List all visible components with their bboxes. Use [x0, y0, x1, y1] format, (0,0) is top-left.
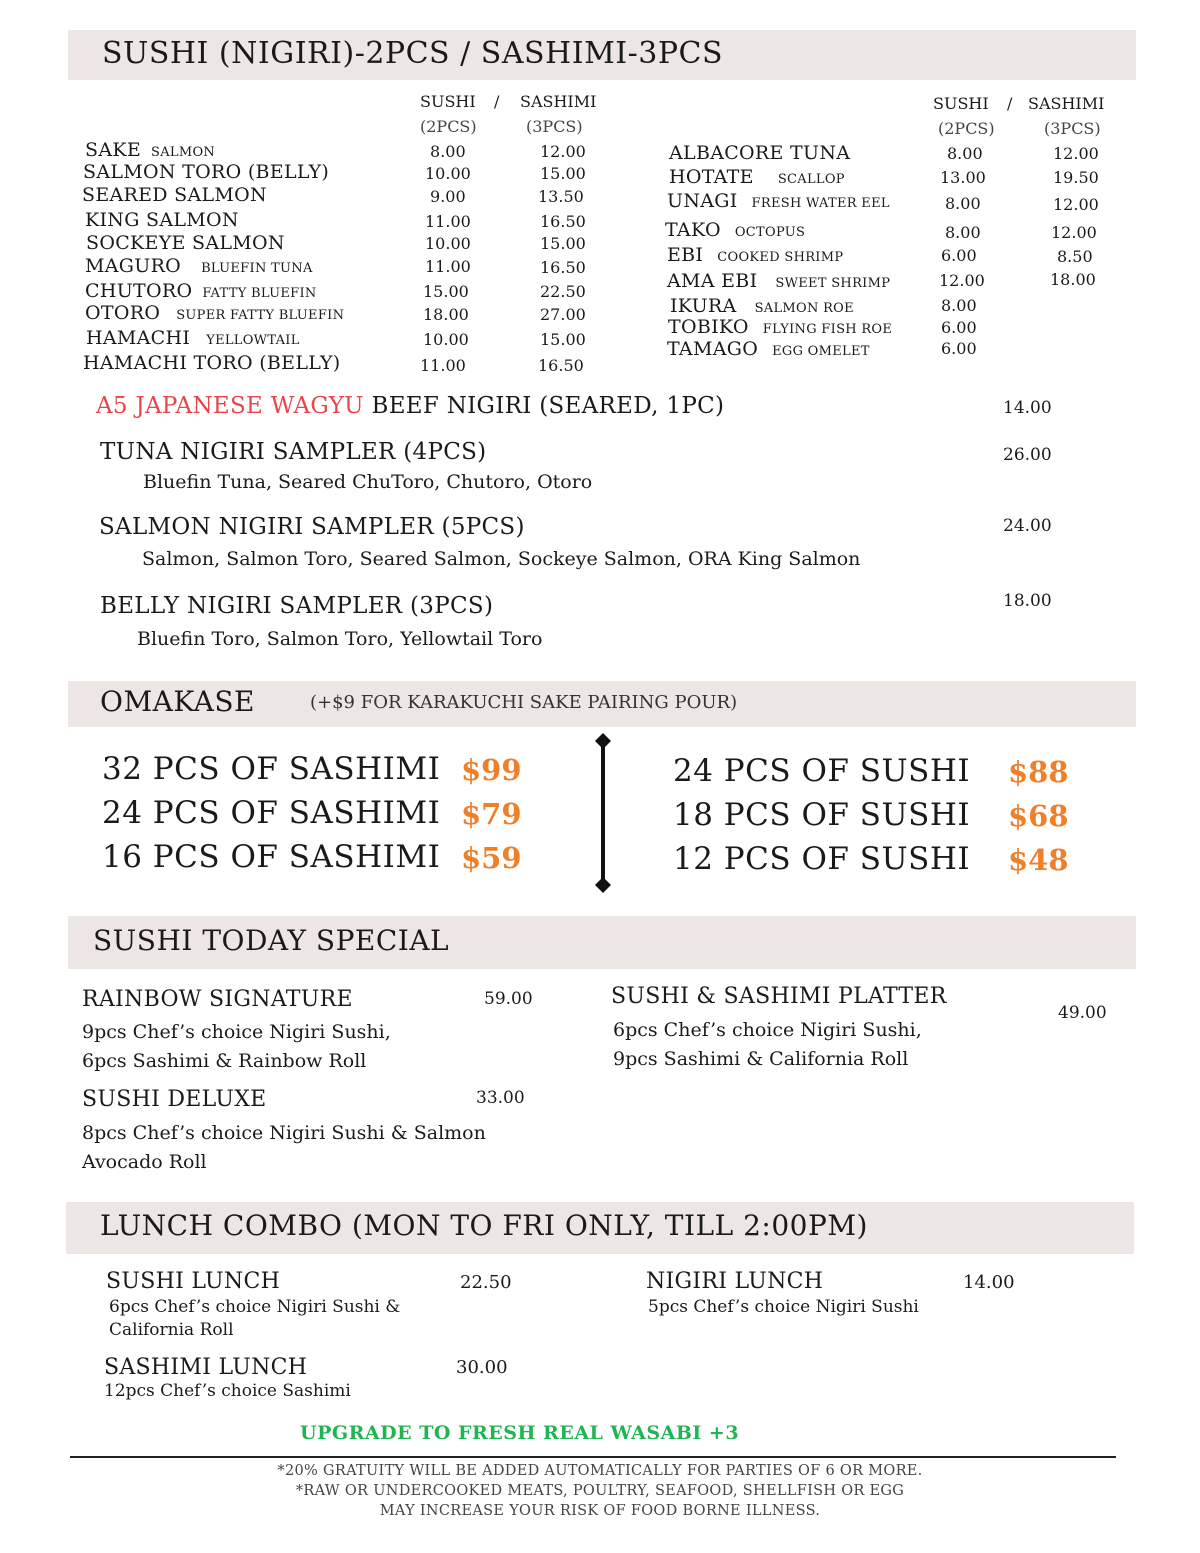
item-subtitle: SUPER FATTY BLUEFIN — [176, 308, 345, 323]
item-subtitle: SCALLOP — [777, 172, 845, 187]
item-name: OTORO — [85, 302, 161, 324]
item-sushi-price: 10.00 — [425, 164, 471, 183]
wagyu-item — [96, 393, 724, 419]
special-item-price: 49.00 — [1058, 1003, 1107, 1023]
menu-item — [85, 255, 313, 277]
item-sushi-price: 8.00 — [941, 296, 977, 315]
item-subtitle: SALMON ROE — [754, 301, 854, 316]
left-col-slash: / — [494, 92, 500, 111]
item-name: TAKO — [665, 219, 721, 241]
item-sushi-price: 13.00 — [940, 168, 986, 187]
item-name: EBI — [667, 244, 704, 266]
item-name: HAMACHI TORO (BELLY) — [83, 352, 341, 374]
omakase-sushi-price: $68 — [1008, 799, 1069, 833]
lunch-item-name: SASHIMI LUNCH — [104, 1355, 308, 1380]
sampler-name: TUNA NIGIRI SAMPLER (4PCS) — [100, 439, 487, 465]
menu-item — [667, 338, 870, 360]
omakase-sushi-option: 18 PCS OF SUSHI — [673, 797, 971, 833]
special-header-bar — [68, 916, 1136, 969]
right-col-sushi-sub: (2PCS) — [938, 119, 995, 138]
omakase-sashimi-price: $99 — [461, 753, 522, 787]
item-sashimi-price: 19.50 — [1053, 168, 1099, 187]
item-sashimi-price: 13.50 — [538, 187, 584, 206]
special-item-price: 59.00 — [484, 989, 533, 1009]
item-sushi-price: 18.00 — [423, 305, 469, 324]
item-name: AMA EBI — [667, 270, 758, 292]
item-subtitle: SALMON — [151, 145, 216, 160]
sampler-description: Bluefin Tuna, Seared ChuToro, Chutoro, Otoro — [143, 471, 593, 493]
menu-item — [83, 352, 341, 374]
wasabi-upgrade-note: UPGRADE TO FRESH REAL WASABI +3 — [300, 1422, 740, 1444]
item-sashimi-price: 22.50 — [540, 282, 586, 301]
sampler-name: BELLY NIGIRI SAMPLER (3PCS) — [100, 593, 494, 619]
lunch-item-name: SUSHI LUNCH — [106, 1269, 281, 1294]
item-name: SEARED SALMON — [82, 184, 267, 206]
item-sashimi-price: 12.00 — [540, 142, 586, 161]
omakase-sashimi-price: $59 — [461, 841, 522, 875]
item-sushi-price: 10.00 — [425, 234, 471, 253]
item-sashimi-price: 18.00 — [1050, 270, 1096, 289]
menu-item — [667, 244, 843, 266]
lunch-item-description: 12pcs Chef’s choice Sashimi — [104, 1381, 351, 1401]
item-subtitle: SWEET SHRIMP — [775, 276, 891, 291]
special-item-price: 33.00 — [476, 1088, 525, 1108]
special-item-name: SUSHI DELUXE — [82, 1087, 267, 1112]
item-subtitle: EGG OMELET — [772, 344, 870, 359]
item-name: KING SALMON — [85, 209, 239, 231]
item-sushi-price: 12.00 — [939, 271, 985, 290]
menu-item — [669, 166, 845, 188]
omakase-sashimi-price: $79 — [461, 797, 522, 831]
item-sushi-price: 9.00 — [430, 187, 466, 206]
footer-raw-warning-cont: MAY INCREASE YOUR RISK OF FOOD BORNE ILLNESS. — [379, 1503, 821, 1519]
right-col-sashimi-header: SASHIMI — [1028, 94, 1105, 113]
omakase-sashimi-option: 24 PCS OF SASHIMI — [102, 795, 441, 831]
omakase-sushi-price: $88 — [1008, 755, 1069, 789]
item-sashimi-price: 15.00 — [540, 330, 586, 349]
left-col-sashimi-header: SASHIMI — [520, 92, 597, 111]
item-sushi-price: 11.00 — [425, 212, 471, 231]
menu-item — [86, 327, 300, 349]
lunch-item-description: 5pcs Chef’s choice Nigiri Sushi — [648, 1297, 919, 1317]
omakase-sushi-option: 12 PCS OF SUSHI — [673, 841, 971, 877]
left-col-sashimi-sub: (3PCS) — [526, 117, 583, 136]
menu-item — [665, 219, 805, 241]
item-name: SALMON TORO (BELLY) — [83, 161, 330, 183]
item-sashimi-price: 16.50 — [538, 356, 584, 375]
item-sushi-price: 15.00 — [423, 282, 469, 301]
menu-item — [669, 142, 850, 164]
left-col-sushi-sub: (2PCS) — [420, 117, 477, 136]
menu-item — [85, 139, 215, 161]
lunch-item-price: 14.00 — [963, 1272, 1015, 1293]
omakase-sashimi-option: 16 PCS OF SASHIMI — [102, 839, 441, 875]
footer-gratuity-note: *20% GRATUITY WILL BE ADDED AUTOMATICALLY FOR PARTIES OF 6 OR MORE. — [277, 1463, 923, 1479]
item-sashimi-price: 12.00 — [1053, 195, 1099, 214]
item-subtitle: YELLOWTAIL — [206, 333, 300, 348]
item-sushi-price: 6.00 — [941, 318, 977, 337]
special-item-name: SUSHI & SASHIMI PLATTER — [611, 984, 947, 1009]
wagyu-highlight: A5 JAPANESE WAGYU — [96, 393, 364, 419]
lunch-title: LUNCH COMBO (MON TO FRI ONLY, TILL 2:00PM) — [100, 1209, 868, 1242]
item-sashimi-price: 12.00 — [1051, 223, 1097, 242]
item-sushi-price: 10.00 — [423, 330, 469, 349]
item-sashimi-price: 12.00 — [1053, 144, 1099, 163]
sampler-price: 24.00 — [1003, 516, 1052, 536]
right-col-slash: / — [1007, 94, 1013, 113]
item-sushi-price: 11.00 — [425, 257, 471, 276]
wagyu-name: BEEF NIGIRI (SEARED, 1PC) — [363, 393, 725, 419]
item-sashimi-price: 16.50 — [540, 212, 586, 231]
item-name: CHUTORO — [85, 280, 193, 302]
left-col-sushi-header: SUSHI — [420, 92, 476, 111]
item-name: UNAGI — [667, 190, 738, 212]
item-name: HOTATE — [669, 166, 754, 188]
menu-item — [82, 184, 267, 206]
menu-item — [667, 270, 890, 292]
special-item-description: 6pcs Chef’s choice Nigiri Sushi, 9pcs Sashimi & California Roll — [613, 1019, 922, 1070]
item-sashimi-price: 15.00 — [540, 234, 586, 253]
omakase-note: (+$9 FOR KARAKUCHI SAKE PAIRING POUR) — [310, 692, 738, 713]
item-sashimi-price: 8.50 — [1057, 247, 1093, 266]
lunch-header-bar — [66, 1202, 1134, 1254]
wagyu-price: 14.00 — [1003, 398, 1052, 418]
sushi-section-title: SUSHI (NIGIRI)-2PCS / SASHIMI-3PCS — [102, 36, 724, 71]
sampler-price: 18.00 — [1003, 591, 1052, 611]
menu-item — [670, 295, 854, 317]
item-sushi-price: 6.00 — [941, 339, 977, 358]
sampler-description: Salmon, Salmon Toro, Seared Salmon, Sockeye Salmon, ORA King Salmon — [142, 548, 861, 570]
omakase-sushi-price: $48 — [1008, 843, 1069, 877]
item-name: ALBACORE TUNA — [669, 142, 851, 164]
footer-raw-warning: *RAW OR UNDERCOOKED MEATS, POULTRY, SEAFOOD, SHELLFISH OR EGG — [295, 1483, 905, 1499]
item-name: TOBIKO — [668, 316, 749, 338]
lunch-item-price: 22.50 — [460, 1272, 512, 1293]
menu-item — [667, 190, 890, 212]
special-item-description: 9pcs Chef’s choice Nigiri Sushi, 6pcs Sashimi & Rainbow Roll — [82, 1021, 391, 1072]
omakase-sushi-option: 24 PCS OF SUSHI — [673, 753, 971, 789]
item-subtitle: OCTOPUS — [734, 225, 806, 240]
item-sashimi-price: 15.00 — [540, 164, 586, 183]
menu-item — [668, 316, 892, 338]
item-sushi-price: 8.00 — [945, 223, 981, 242]
item-subtitle: BLUEFIN TUNA — [201, 261, 313, 276]
sampler-price: 26.00 — [1003, 445, 1052, 465]
sampler-description: Bluefin Toro, Salmon Toro, Yellowtail Toro — [137, 628, 543, 650]
lunch-item-description: 6pcs Chef’s choice Nigiri Sushi & California Roll — [109, 1297, 401, 1340]
item-sushi-price: 11.00 — [420, 356, 466, 375]
item-name: SOCKEYE SALMON — [86, 232, 285, 254]
item-name: TAMAGO — [667, 338, 759, 360]
menu-item — [85, 302, 344, 324]
item-sushi-price: 8.00 — [947, 144, 983, 163]
item-name: HAMACHI — [86, 327, 191, 349]
item-sushi-price: 6.00 — [941, 246, 977, 265]
lunch-item-name: NIGIRI LUNCH — [646, 1269, 824, 1294]
menu-item — [86, 232, 285, 254]
special-item-name: RAINBOW SIGNATURE — [82, 987, 353, 1012]
sushi-header-bar — [68, 30, 1136, 80]
lunch-item-price: 30.00 — [456, 1357, 508, 1378]
item-sushi-price: 8.00 — [430, 142, 466, 161]
menu-item — [85, 209, 239, 231]
footer-divider — [70, 1456, 1116, 1458]
omakase-divider — [592, 733, 614, 893]
sampler-name: SALMON NIGIRI SAMPLER (5PCS) — [99, 514, 525, 540]
item-subtitle: FRESH WATER EEL — [751, 196, 890, 211]
item-subtitle: COOKED SHRIMP — [717, 250, 844, 265]
item-sashimi-price: 27.00 — [540, 305, 586, 324]
item-name: MAGURO — [85, 255, 182, 277]
right-col-sushi-header: SUSHI — [933, 94, 989, 113]
item-subtitle: FATTY BLUEFIN — [202, 286, 317, 301]
item-name: IKURA — [670, 295, 737, 317]
menu-item — [85, 280, 317, 302]
right-col-sashimi-sub: (3PCS) — [1044, 119, 1101, 138]
special-title: SUSHI TODAY SPECIAL — [93, 924, 450, 957]
special-item-description: 8pcs Chef’s choice Nigiri Sushi & Salmon Avocado Roll — [82, 1122, 486, 1173]
item-sashimi-price: 16.50 — [540, 258, 586, 277]
omakase-title: OMAKASE — [100, 685, 255, 718]
omakase-sashimi-option: 32 PCS OF SASHIMI — [102, 751, 441, 787]
item-subtitle: FLYING FISH ROE — [762, 322, 893, 337]
omakase-header-bar — [68, 681, 1136, 727]
item-sushi-price: 8.00 — [945, 194, 981, 213]
menu-item — [83, 161, 329, 183]
item-name: SAKE — [85, 139, 142, 161]
